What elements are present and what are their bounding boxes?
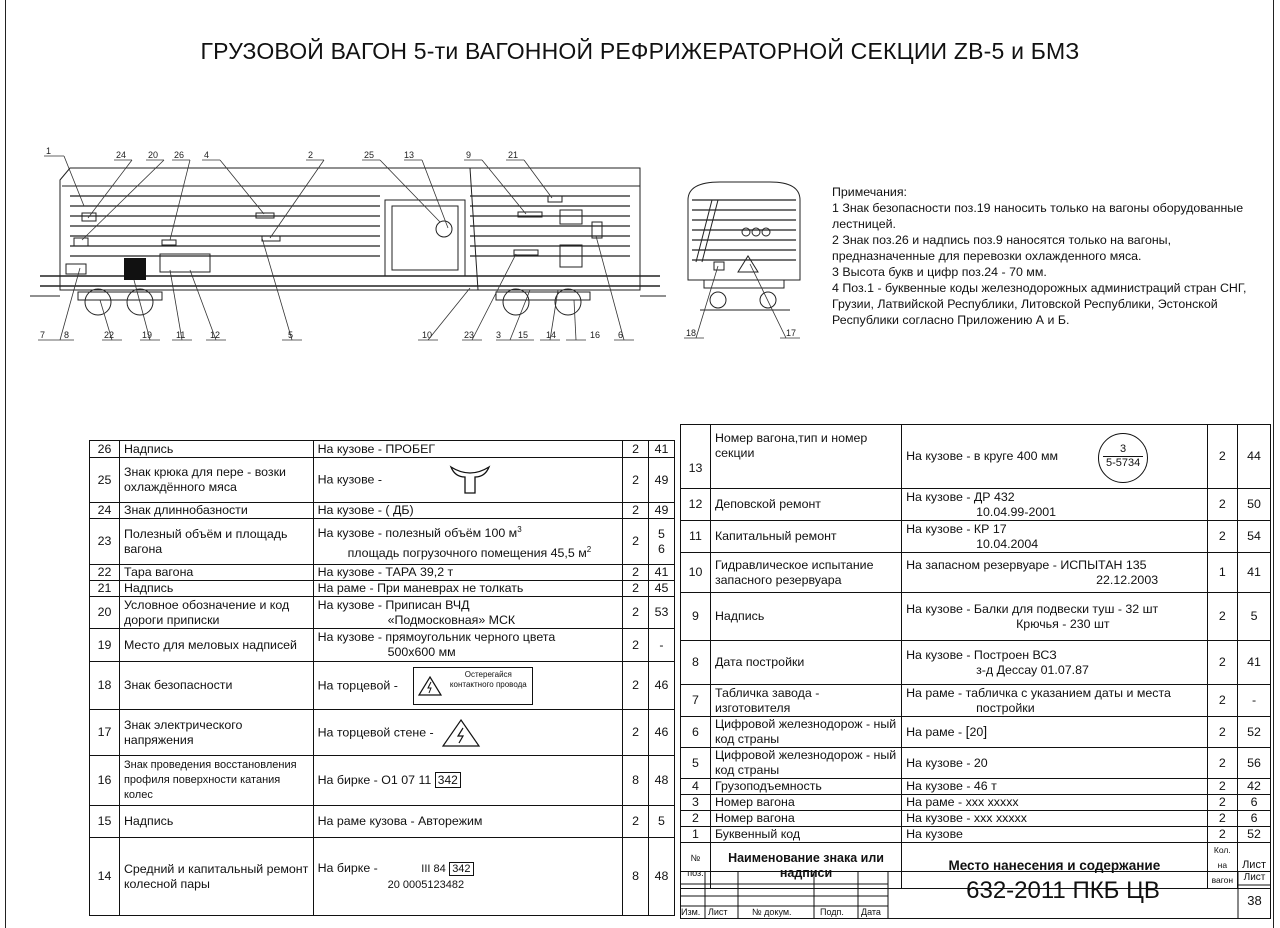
callout-11: 11: [176, 330, 186, 340]
callout-6: 6: [618, 330, 624, 340]
table-row: 14 Средний и капитальный ремонт колесной пары На бирке - III 84 342 20 0005123482 8 48: [90, 838, 675, 916]
table-row: 15 Надпись На раме кузова - Авторежим 2 5: [90, 806, 675, 838]
table-row: 2 Номер вагона На кузове - ххх ххххх 2 6: [681, 811, 1271, 827]
table-row: 9 Надпись На кузове - Балки для подвески туш - 32 шт Крючья - 230 шт 2 5: [681, 593, 1271, 641]
stamp-sheet-label: Лист: [1243, 872, 1266, 883]
col-header-pos: № поз.: [681, 843, 711, 889]
table-row: 26 Надпись На кузове - ПРОБЕГ 2 41: [90, 441, 675, 458]
table-row: 18 Знак безопасности На торцевой - Остерегайся контактного провода 2 46: [90, 662, 675, 710]
stamp-col-date: Дата: [861, 907, 881, 917]
callout-4: 4: [204, 150, 210, 160]
callout-26: 26: [174, 150, 185, 160]
callout-20: 20: [148, 150, 159, 160]
callout-8: 8: [64, 330, 70, 340]
note-3: 3 Высота букв и цифр поз.24 - 70 мм.: [832, 265, 1047, 279]
marks-table-right: [680, 424, 1271, 889]
callout-3: 3: [496, 330, 502, 340]
table-row: 4 Грузоподъемность На кузове - 46 т 2 42: [681, 779, 1271, 795]
callout-7: 7: [40, 330, 46, 340]
callout-13: 13: [404, 150, 415, 160]
table-row: 10 Гидравлическое испытание запасного резервуара На запасном резервуаре - ИСПЫТАН 135 22.12.2003 1 41: [681, 553, 1271, 593]
table-row: 6 Цифровой железнодорож - ный код страны На раме - [20] 2 52: [681, 717, 1271, 748]
chalk-area-black-rect: [124, 258, 146, 280]
hook-sign-icon: [445, 463, 495, 497]
callout-24: 24: [116, 150, 127, 160]
table-row: 25 Знак крюка для пере - возки охлаждённого мяса На кузове - 2 49: [90, 458, 675, 503]
callout-2: 2: [308, 150, 314, 160]
callout-22: 22: [104, 330, 115, 340]
callout-21: 21: [508, 150, 519, 160]
table-row: 13 Номер вагона,тип и номер секции На кузове - в круге 400 мм 3 5-5734 2 44: [681, 425, 1271, 489]
title-stamp: [680, 871, 1271, 919]
note-1: 1 Знак безопасности поз.19 наносить только на вагоны оборудованные лестницей.: [832, 201, 1244, 231]
notes-block: [832, 184, 1262, 328]
col-header-qty: Кол. на вагон: [1207, 843, 1237, 889]
table-row: 8 Дата постройки На кузове - Построен ВСЗ з-д Дессау 01.07.87 2 41: [681, 641, 1271, 685]
callout-17: 17: [786, 328, 797, 338]
stamp-col-sign: Подп.: [820, 907, 844, 917]
table-row: 16 Знак проведения восстановления профиля поверхности катания колес На бирке - О1 07 11 342 8 48: [90, 756, 675, 806]
col-header-place: Место нанесения и содержание: [902, 843, 1208, 889]
table-row: 20 Условное обозначение и код дороги приписки На кузове - Приписан ВЧД «Подмосковная» МСК 2 53: [90, 597, 675, 629]
table-row: 12 Деповской ремонт На кузове - ДР 432 10.04.99-2001 2 50: [681, 489, 1271, 521]
callout-1: 1: [46, 146, 52, 156]
note-4: 4 Поз.1 - буквенные коды железнодорожных администраций стран СНГ, Грузии, Латвийской Республики, Литовской Республики, Эстонской Республики согласно Приложению А и Б.: [832, 281, 1247, 327]
stamp-col-list: Лист: [708, 907, 728, 917]
voltage-sign-icon: [441, 718, 481, 748]
table-row: 24 Знак длиннобазности На кузове - ( ДБ) 2 49: [90, 503, 675, 519]
stamp-col-izm: Изм.: [681, 907, 701, 917]
document-number: 632-2011 ПКБ ЦВ: [966, 877, 1160, 904]
callout-9: 9: [466, 150, 472, 160]
table-row: 3 Номер вагона На раме - ххх ххххх 2 6: [681, 795, 1271, 811]
callout-14: 14: [546, 330, 557, 340]
callout-10: 10: [422, 330, 433, 340]
safety-sign-text: Остерегайся контактного провода: [449, 669, 527, 689]
callout-25: 25: [364, 150, 375, 160]
marks-table-left: [89, 440, 675, 916]
section-number-circle: 3 5-5734: [1098, 433, 1148, 483]
stamp-col-doc: № докум.: [752, 907, 792, 917]
callout-5: 5: [288, 330, 294, 340]
page-title: ГРУЗОВОЙ ВАГОН 5-ти ВАГОННОЙ РЕФРИЖЕРАТОРНОЙ СЕКЦИИ ZB-5 и БМЗ: [200, 38, 1080, 64]
table-row: 11 Капитальный ремонт На кузове - КР 17 10.04.2004 2 54: [681, 521, 1271, 553]
stamp-sheet-number: 38: [1247, 893, 1262, 908]
col-header-sheet: Лист: [1238, 843, 1271, 889]
table-row: 19 Место для меловых надписей На кузове - прямоугольник черного цвета 500х600 мм 2 -: [90, 629, 675, 662]
callout-18: 18: [686, 328, 697, 338]
callout-12: 12: [210, 330, 221, 340]
safety-sign: [413, 667, 533, 705]
callout-19: 19: [142, 330, 153, 340]
table-row: 22 Тара вагона На кузове - ТАРА 39,2 т 2 41: [90, 565, 675, 581]
table-row: 1 Буквенный код На кузове 2 52: [681, 827, 1271, 843]
table-row: 5 Цифровой железнодорож - ный код страны На кузове - 20 2 56: [681, 748, 1271, 779]
callout-15: 15: [518, 330, 529, 340]
note-2: 2 Знак поз.26 и надпись поз.9 наносятся только на вагоны, предназначенные для перевозки охлажденного мяса.: [832, 233, 1172, 263]
warning-triangle-icon: [417, 675, 443, 697]
notes-heading: Примечания:: [832, 185, 907, 199]
table-row: 23 Полезный объём и площадь вагона На кузове - полезный объём 100 $м^3$ площадь погрузочного помещения 45,5 $м^2$ 2 5 6: [90, 519, 675, 565]
table-row: 17 Знак электрического напряжения На торцевой стене - 2 46: [90, 710, 675, 756]
table-row: 21 Надпись На раме - При маневрах не толкать 2 45: [90, 581, 675, 597]
table-row: 7 Табличка завода - изготовителя На раме - табличка с указанием даты и места постройки 2 -: [681, 685, 1271, 717]
callout-16: 16: [590, 330, 601, 340]
col-header-name: Наименование знака или надписи: [710, 843, 901, 889]
callout-23: 23: [464, 330, 475, 340]
